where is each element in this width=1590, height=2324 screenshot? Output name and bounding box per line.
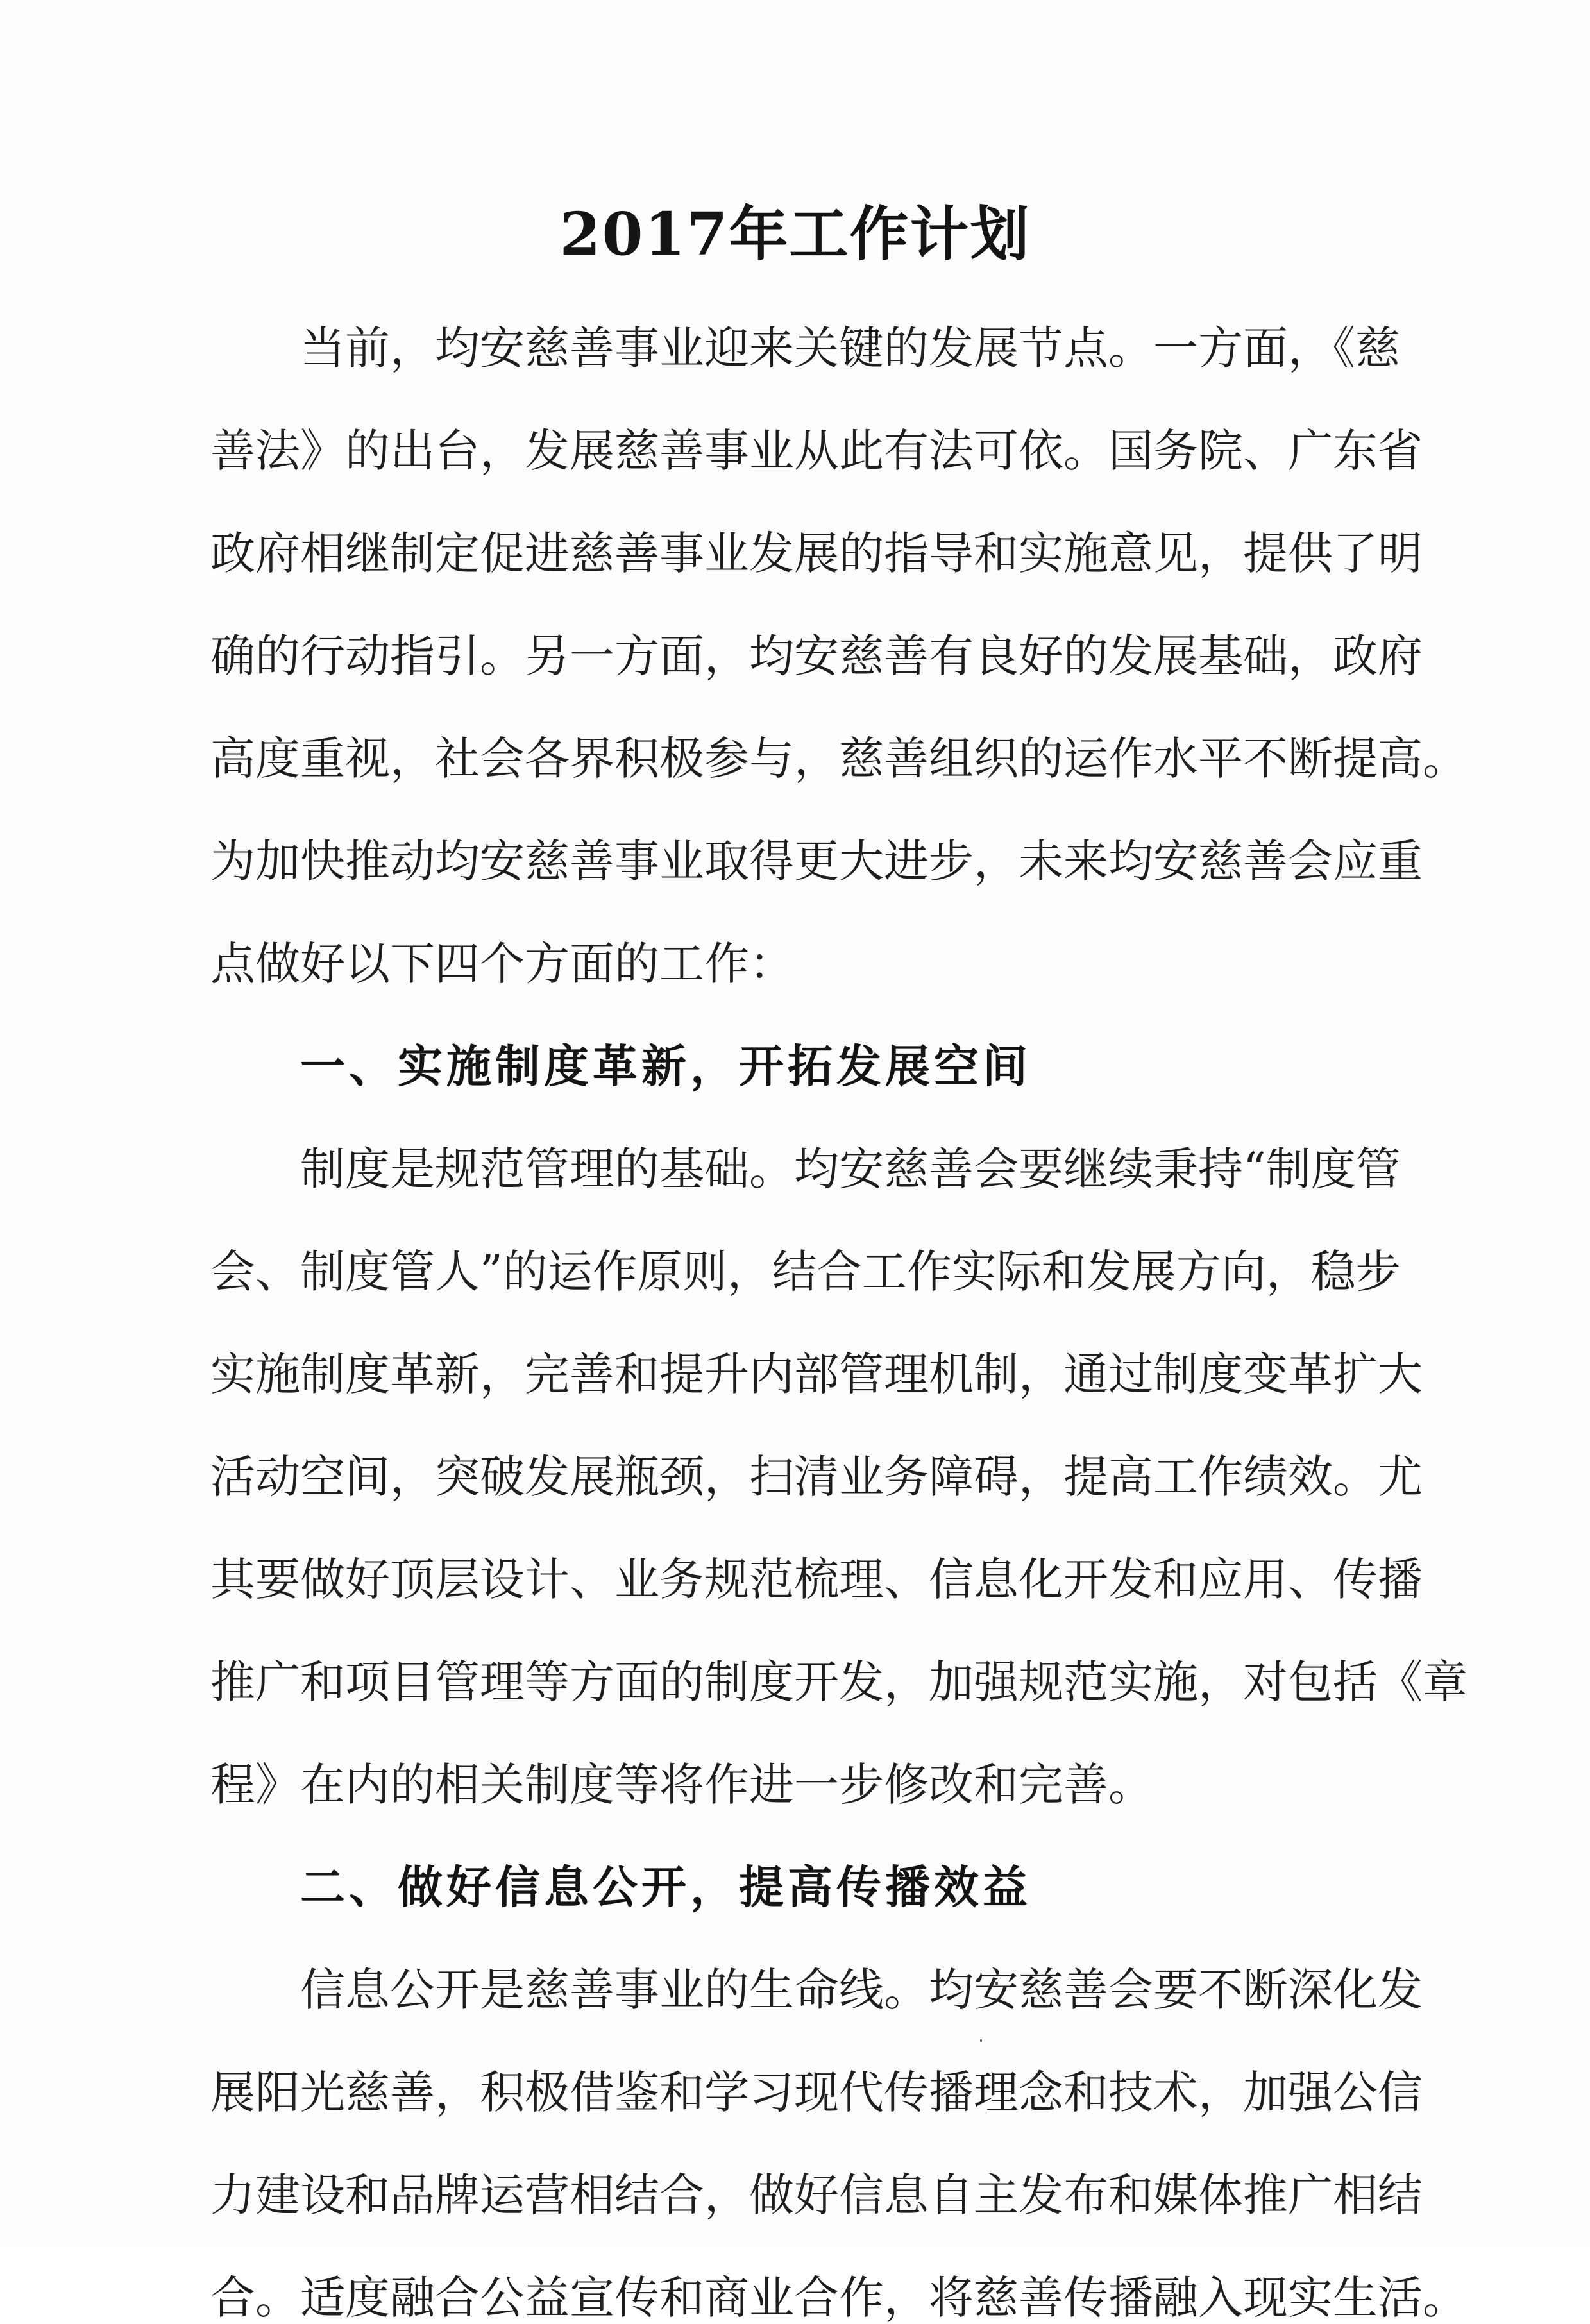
intro-line-5: 高度重视，社会各界积极参与，慈善组织的运作水平不断提高。 bbox=[210, 732, 1467, 785]
section-2-line-1: 信息公开是慈善事业的生命线。均安慈善会要不断深化发 bbox=[300, 1964, 1423, 2016]
section-1-heading: 一、实施制度革新，开拓发展空间 bbox=[300, 1040, 1031, 1093]
section-2-heading: 二、做好信息公开，提高传播效益 bbox=[300, 1861, 1031, 1914]
document-title: 2017年工作计划 bbox=[559, 199, 1031, 269]
section-1-line-7: 程》在内的相关制度等将作进一步修改和完善。 bbox=[210, 1758, 1153, 1811]
section-1-line-4: 活动空间，突破发展瓶颈，扫清业务障碍，提高工作绩效。尤 bbox=[210, 1451, 1423, 1503]
intro-line-4: 确的行动指引。另一方面，均安慈善有良好的发展基础，政府 bbox=[210, 630, 1423, 682]
section-2-line-4: 合。适度融合公益宣传和商业合作，将慈善传播融入现实生活。 bbox=[210, 2271, 1467, 2324]
intro-line-6: 为加快推动均安慈善事业取得更大进步，未来均安慈善会应重 bbox=[210, 835, 1423, 888]
section-1-line-5: 其要做好顶层设计、业务规范梳理、信息化开发和应用、传播 bbox=[210, 1553, 1423, 1606]
section-1-line-2: 会、制度管人”的运作原则，结合工作实际和发展方向，稳步 bbox=[210, 1245, 1401, 1298]
intro-line-3: 政府相继制定促进慈善事业发展的指导和实施意见，提供了明 bbox=[210, 527, 1423, 580]
section-1-line-6: 推广和项目管理等方面的制度开发，加强规范实施，对包括《章 bbox=[210, 1656, 1467, 1708]
section-2-line-2: 展阳光慈善，积极借鉴和学习现代传播理念和技术，加强公信 bbox=[210, 2066, 1423, 2119]
intro-line-7: 点做好以下四个方面的工作： bbox=[210, 938, 794, 990]
section-2-line-3: 力建设和品牌运营相结合，做好信息自主发布和媒体推广相结 bbox=[210, 2169, 1423, 2221]
section-1-line-1: 制度是规范管理的基础。均安慈善会要继续秉持“制度管 bbox=[300, 1143, 1401, 1195]
intro-line-2: 善法》的出台，发展慈善事业从此有法可依。国务院、广东省 bbox=[210, 425, 1423, 477]
section-1-line-3: 实施制度革新，完善和提升内部管理机制，通过制度变革扩大 bbox=[210, 1348, 1423, 1401]
scan-speck bbox=[980, 2039, 982, 2042]
intro-line-1: 当前，均安慈善事业迎来关键的发展节点。一方面，《慈 bbox=[300, 322, 1400, 375]
